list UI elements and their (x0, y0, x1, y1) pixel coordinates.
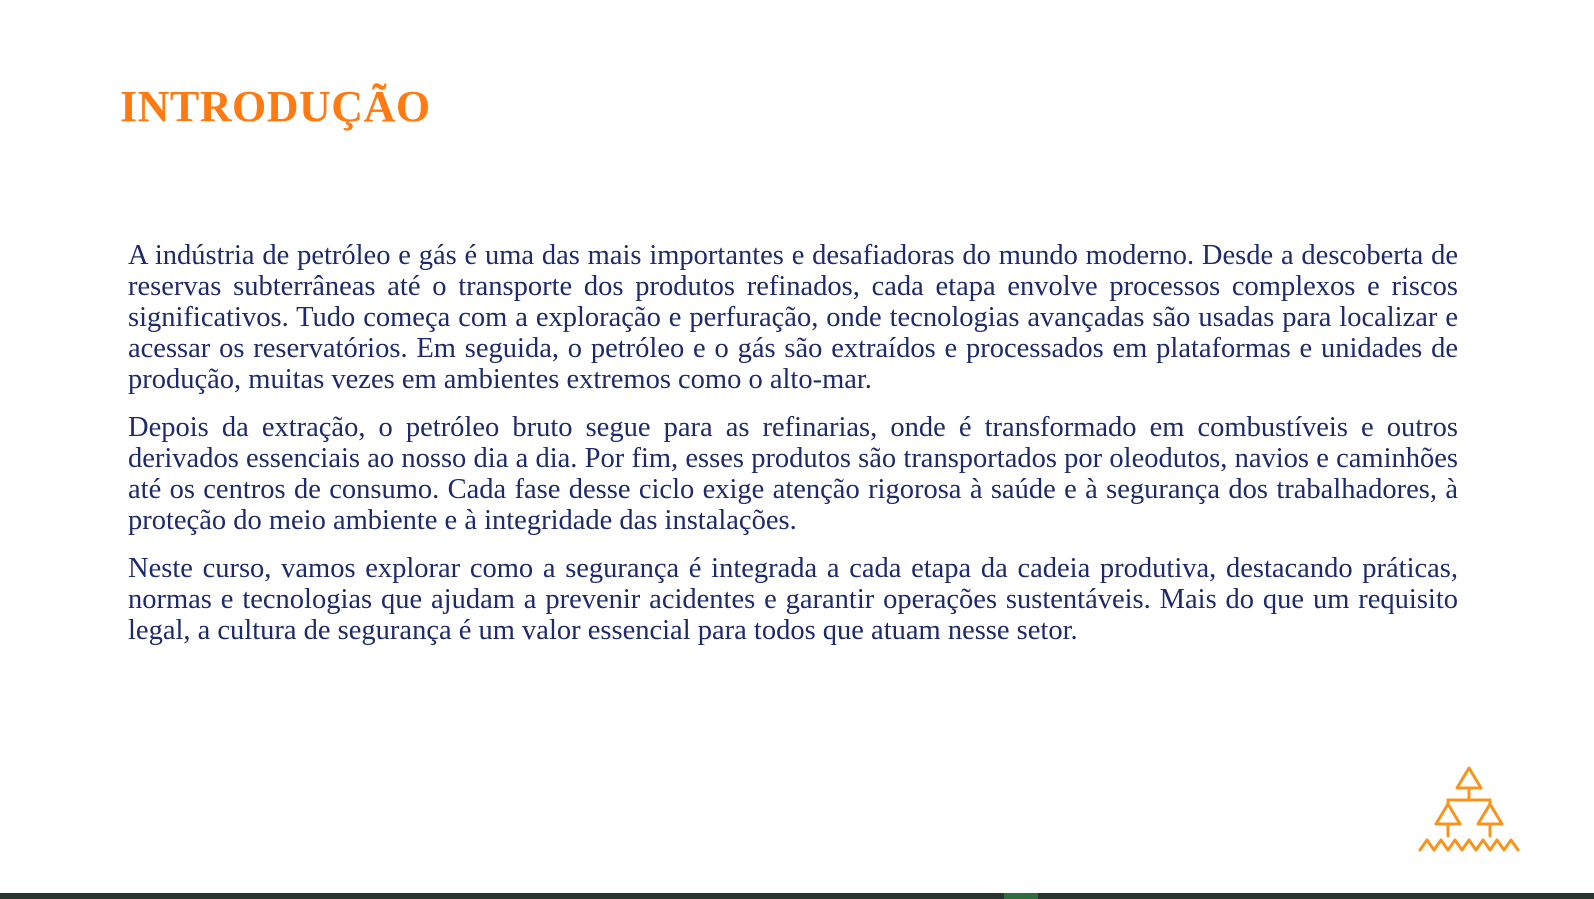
bottom-bar (0, 893, 1594, 899)
paragraph-intro: A indústria de petróleo e gás é uma das mais importantes e desafiadoras do mundo moderno. Desde a descoberta de reservas subterrâneas até o transporte dos produtos refinados, cada etapa envolve processos complexos e riscos significativos. Tudo começa com a exploração e perfuração, onde tecnologias avançadas são usadas para localizar e acessar os reservatórios. Em seguida, o petróleo e o gás são extraídos e processados em plataformas e unidades de produção, muitas vezes em ambientes extremos como o alto-mar. (128, 240, 1458, 395)
paragraph-refining: Depois da extração, o petróleo bruto segue para as refinarias, onde é transformado em combustíveis e outros derivados essenciais ao nosso dia a dia. Por fim, esses produtos são transportados por oleodutos, navios e caminhões até os centros de consumo. Cada fase desse ciclo exige atenção rigorosa à saúde e à segurança dos trabalhadores, à proteção do meio ambiente e à integridade das instalações. (128, 412, 1458, 536)
page-title: INTRODUÇÃO (120, 82, 431, 131)
bottom-bar-accent (1004, 893, 1038, 899)
paragraph-course: Neste curso, vamos explorar como a segurança é integrada a cada etapa da cadeia produtiva, destacando práticas, normas e tecnologias que ajudam a prevenir acidentes e garantir operações sustentáveis. Mais do que um requisito legal, a cultura de segurança é um valor essencial para todos que atuam nesse setor. (128, 553, 1458, 646)
triangle-network-logo-icon (1418, 764, 1522, 856)
body-text (128, 240, 1458, 663)
